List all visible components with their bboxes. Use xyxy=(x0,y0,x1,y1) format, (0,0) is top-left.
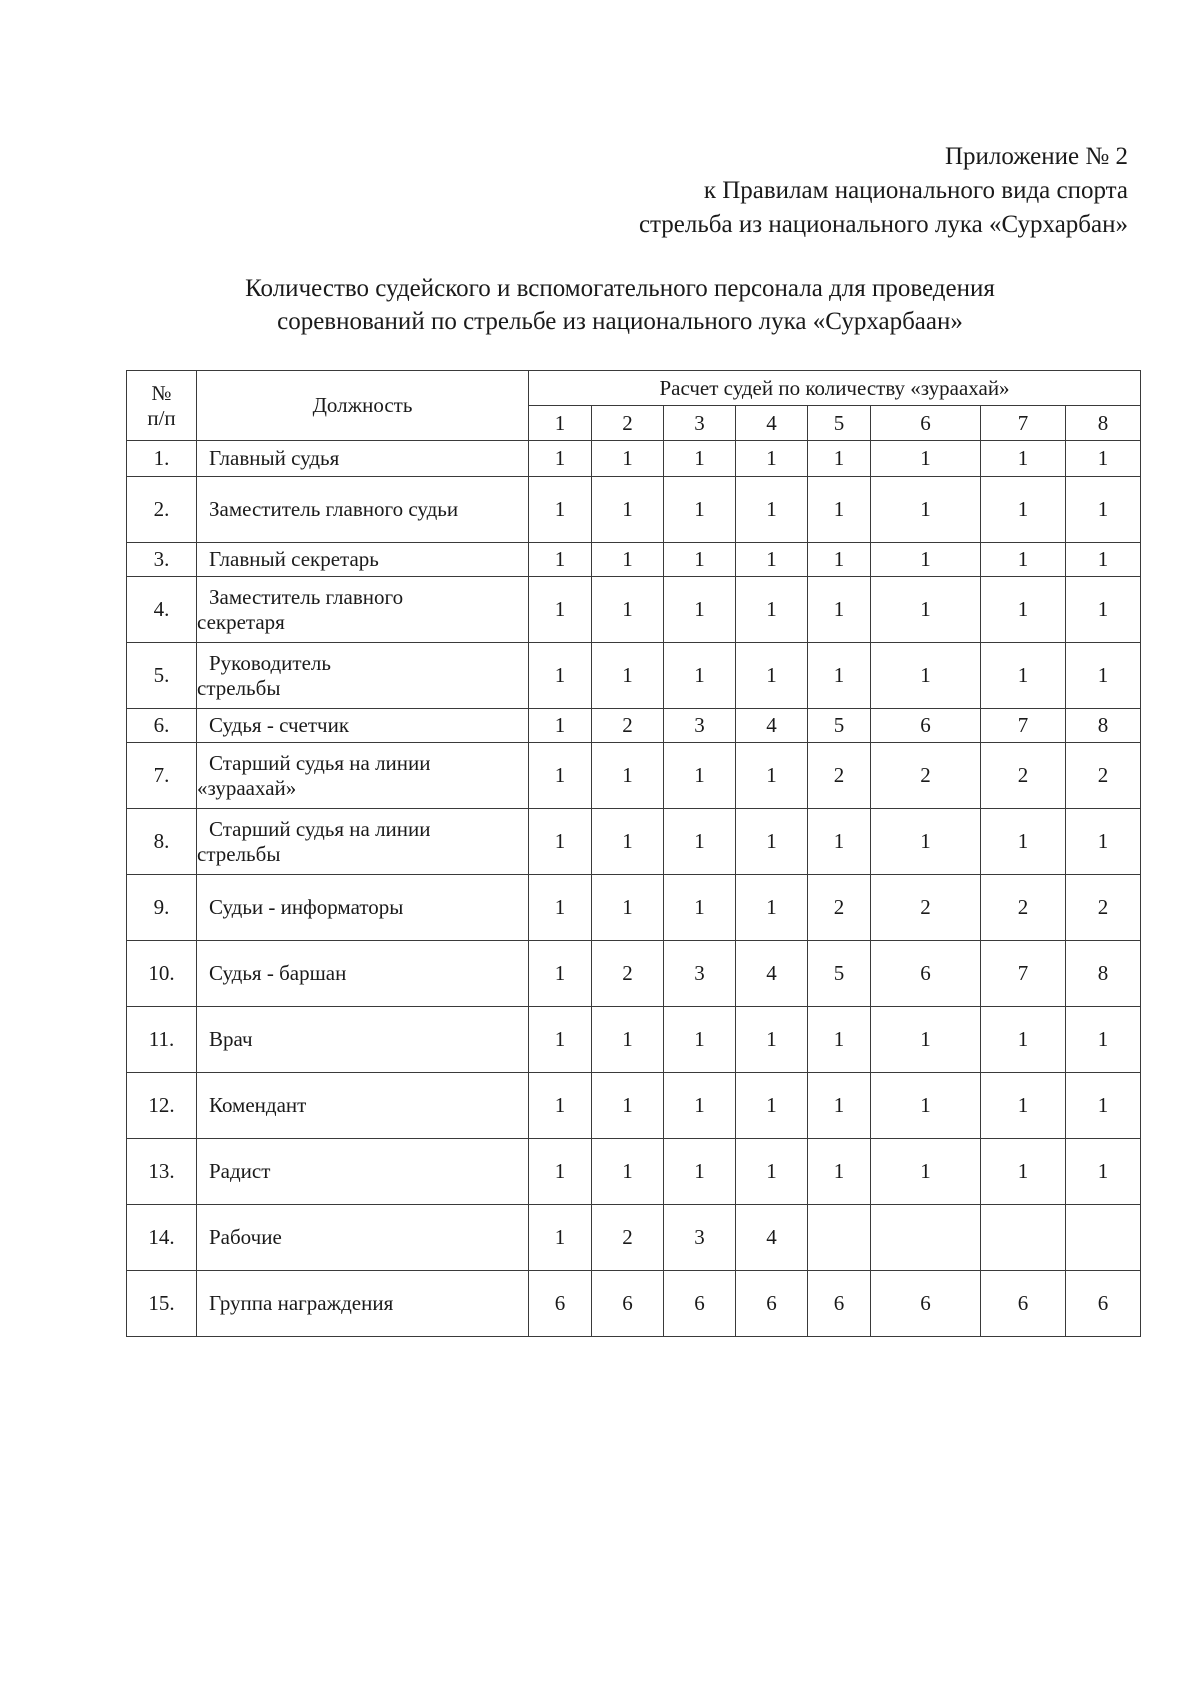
position-line-2: секретаря xyxy=(197,609,285,634)
table-row xyxy=(127,875,1141,941)
value-cell: 1 xyxy=(664,441,736,477)
value-cell: 1 xyxy=(808,441,871,477)
value-cell: 1 xyxy=(736,743,808,809)
value-cell xyxy=(981,1205,1066,1271)
value-cell: 1 xyxy=(808,577,871,643)
position-line-1: Заместитель главного xyxy=(209,584,404,609)
value-cell: 4 xyxy=(736,709,808,743)
header-column-7: 7 xyxy=(981,406,1066,441)
value-cell: 1 xyxy=(808,477,871,543)
row-number-cell: 3. xyxy=(127,543,197,577)
value-cell: 1 xyxy=(736,477,808,543)
value-cell: 1 xyxy=(592,809,664,875)
table-row xyxy=(127,1073,1141,1139)
row-number-cell: 9. xyxy=(127,875,197,941)
position-line-1: Главный секретарь xyxy=(209,547,379,571)
value-cell: 1 xyxy=(1066,643,1141,709)
value-cell: 6 xyxy=(1066,1271,1141,1337)
value-cell: 1 xyxy=(664,1073,736,1139)
value-cell: 2 xyxy=(592,1205,664,1271)
position-cell xyxy=(197,743,529,809)
position-cell xyxy=(197,577,529,643)
row-number-cell: 14. xyxy=(127,1205,197,1271)
value-cell: 3 xyxy=(664,941,736,1007)
value-cell: 1 xyxy=(1066,1139,1141,1205)
value-cell: 1 xyxy=(529,1139,592,1205)
value-cell: 1 xyxy=(592,1139,664,1205)
value-cell: 1 xyxy=(1066,477,1141,543)
header-column-8: 8 xyxy=(1066,406,1141,441)
header-position-cell: Должность xyxy=(197,371,529,441)
value-cell: 3 xyxy=(664,1205,736,1271)
value-cell: 1 xyxy=(1066,1073,1141,1139)
position-cell xyxy=(197,1073,529,1139)
position-line-1: Рабочие xyxy=(209,1225,282,1249)
document-title-line-2: соревнований по стрельбе из национального лука «Сурхарбаан» xyxy=(277,308,963,335)
row-number-cell: 15. xyxy=(127,1271,197,1337)
value-cell: 1 xyxy=(981,1139,1066,1205)
row-number-cell: 5. xyxy=(127,643,197,709)
value-cell: 2 xyxy=(808,875,871,941)
value-cell: 6 xyxy=(871,1271,981,1337)
position-line-1: Руководитель xyxy=(209,650,331,675)
value-cell: 1 xyxy=(981,543,1066,577)
value-cell: 1 xyxy=(736,577,808,643)
value-cell: 5 xyxy=(808,941,871,1007)
table-row xyxy=(127,477,1141,543)
value-cell: 1 xyxy=(808,1007,871,1073)
value-cell: 6 xyxy=(871,941,981,1007)
value-cell: 1 xyxy=(529,709,592,743)
position-line-1: Старший судья на линии xyxy=(209,816,431,841)
value-cell: 6 xyxy=(592,1271,664,1337)
row-number-cell: 6. xyxy=(127,709,197,743)
value-cell: 6 xyxy=(981,1271,1066,1337)
value-cell xyxy=(1066,1205,1141,1271)
value-cell: 1 xyxy=(529,577,592,643)
row-number-cell: 7. xyxy=(127,743,197,809)
value-cell: 1 xyxy=(1066,441,1141,477)
table-row xyxy=(127,1007,1141,1073)
value-cell: 1 xyxy=(529,1073,592,1139)
row-number-cell: 2. xyxy=(127,477,197,543)
value-cell: 1 xyxy=(664,577,736,643)
value-cell: 1 xyxy=(592,643,664,709)
table-row xyxy=(127,441,1141,477)
appendix-number: Приложение № 2 xyxy=(944,143,1128,170)
value-cell: 1 xyxy=(981,577,1066,643)
value-cell: 1 xyxy=(871,809,981,875)
value-cell: 1 xyxy=(808,809,871,875)
value-cell: 1 xyxy=(529,1007,592,1073)
value-cell: 1 xyxy=(1066,543,1141,577)
header-column-3: 3 xyxy=(664,406,736,441)
value-cell: 1 xyxy=(736,875,808,941)
value-cell: 1 xyxy=(871,1007,981,1073)
value-cell: 1 xyxy=(871,1139,981,1205)
value-cell: 1 xyxy=(664,477,736,543)
value-cell: 6 xyxy=(808,1271,871,1337)
header-column-1: 1 xyxy=(529,406,592,441)
position-line-2: «зураахай» xyxy=(197,775,297,800)
value-cell: 1 xyxy=(1066,1007,1141,1073)
position-line-1: Группа награждения xyxy=(209,1291,394,1315)
appendix-rules-reference: к Правилам национального вида спорта xyxy=(703,177,1128,204)
value-cell: 1 xyxy=(736,809,808,875)
value-cell: 1 xyxy=(664,643,736,709)
value-cell: 1 xyxy=(736,543,808,577)
row-number-cell: 11. xyxy=(127,1007,197,1073)
table-row xyxy=(127,743,1141,809)
value-cell: 1 xyxy=(664,743,736,809)
position-line-1: Радист xyxy=(209,1159,271,1183)
document-title xyxy=(120,272,1120,338)
table-row xyxy=(127,643,1141,709)
value-cell: 1 xyxy=(871,577,981,643)
position-line-1: Старший судья на линии xyxy=(209,750,431,775)
value-cell: 6 xyxy=(736,1271,808,1337)
value-cell: 1 xyxy=(808,643,871,709)
table-header-row-1 xyxy=(127,371,1141,406)
value-cell: 1 xyxy=(592,543,664,577)
table-row xyxy=(127,1139,1141,1205)
value-cell: 2 xyxy=(871,743,981,809)
position-line-1: Комендант xyxy=(209,1093,307,1117)
value-cell: 1 xyxy=(529,941,592,1007)
value-cell: 4 xyxy=(736,941,808,1007)
value-cell: 1 xyxy=(808,1073,871,1139)
appendix-reference xyxy=(639,140,1128,242)
header-column-5: 5 xyxy=(808,406,871,441)
position-cell xyxy=(197,709,529,743)
header-number-cell xyxy=(127,371,197,441)
header-column-4: 4 xyxy=(736,406,808,441)
position-cell xyxy=(197,1271,529,1337)
position-line-1: Главный судья xyxy=(209,446,340,470)
value-cell: 1 xyxy=(529,543,592,577)
value-cell: 1 xyxy=(871,643,981,709)
value-cell: 1 xyxy=(529,477,592,543)
value-cell: 1 xyxy=(736,643,808,709)
value-cell: 2 xyxy=(592,709,664,743)
position-line-1: Врач xyxy=(209,1027,253,1051)
value-cell: 1 xyxy=(736,1073,808,1139)
position-cell xyxy=(197,477,529,543)
value-cell: 4 xyxy=(736,1205,808,1271)
value-cell: 2 xyxy=(808,743,871,809)
row-number-cell: 4. xyxy=(127,577,197,643)
position-cell xyxy=(197,1007,529,1073)
value-cell: 1 xyxy=(529,809,592,875)
appendix-sport-name: стрельба из национального лука «Сурхарбан» xyxy=(638,211,1128,238)
table-row xyxy=(127,577,1141,643)
value-cell: 2 xyxy=(1066,875,1141,941)
position-cell xyxy=(197,1205,529,1271)
header-column-2: 2 xyxy=(592,406,664,441)
position-cell xyxy=(197,1139,529,1205)
position-line-1: Судья - счетчик xyxy=(209,713,350,737)
value-cell xyxy=(871,1205,981,1271)
value-cell: 1 xyxy=(664,1139,736,1205)
position-cell xyxy=(197,809,529,875)
value-cell: 1 xyxy=(592,577,664,643)
value-cell: 1 xyxy=(736,1007,808,1073)
table-row xyxy=(127,709,1141,743)
value-cell: 1 xyxy=(592,1073,664,1139)
value-cell: 1 xyxy=(1066,577,1141,643)
table-row xyxy=(127,809,1141,875)
value-cell: 1 xyxy=(592,477,664,543)
position-cell xyxy=(197,441,529,477)
value-cell: 1 xyxy=(871,1073,981,1139)
value-cell: 6 xyxy=(529,1271,592,1337)
value-cell: 5 xyxy=(808,709,871,743)
value-cell: 1 xyxy=(664,543,736,577)
value-cell: 1 xyxy=(664,875,736,941)
position-line-2: стрельбы xyxy=(197,841,281,866)
value-cell: 1 xyxy=(592,441,664,477)
value-cell: 6 xyxy=(664,1271,736,1337)
position-line-1: Заместитель главного судьи xyxy=(209,497,459,521)
staff-table-body xyxy=(127,371,1141,1337)
value-cell: 1 xyxy=(808,543,871,577)
table-row xyxy=(127,1205,1141,1271)
value-cell: 1 xyxy=(981,1073,1066,1139)
value-cell: 2 xyxy=(981,743,1066,809)
value-cell: 1 xyxy=(592,1007,664,1073)
position-cell xyxy=(197,941,529,1007)
value-cell: 1 xyxy=(981,643,1066,709)
value-cell xyxy=(808,1205,871,1271)
value-cell: 1 xyxy=(664,809,736,875)
value-cell: 1 xyxy=(871,543,981,577)
row-number-cell: 12. xyxy=(127,1073,197,1139)
row-number-cell: 10. xyxy=(127,941,197,1007)
value-cell: 1 xyxy=(664,1007,736,1073)
position-line-1: Судьи - информаторы xyxy=(209,895,404,919)
position-cell xyxy=(197,543,529,577)
value-cell: 1 xyxy=(871,477,981,543)
row-number-cell: 8. xyxy=(127,809,197,875)
position-line-1: Судья - баршан xyxy=(209,961,347,985)
value-cell: 3 xyxy=(664,709,736,743)
table-row xyxy=(127,543,1141,577)
header-group-cell: Расчет судей по количеству «зураахай» xyxy=(529,371,1141,406)
value-cell: 6 xyxy=(871,709,981,743)
value-cell: 1 xyxy=(736,441,808,477)
value-cell: 8 xyxy=(1066,941,1141,1007)
value-cell: 1 xyxy=(871,441,981,477)
header-column-6: 6 xyxy=(871,406,981,441)
position-cell xyxy=(197,875,529,941)
value-cell: 1 xyxy=(981,809,1066,875)
value-cell: 1 xyxy=(981,1007,1066,1073)
value-cell: 1 xyxy=(529,441,592,477)
value-cell: 2 xyxy=(1066,743,1141,809)
value-cell: 1 xyxy=(529,1205,592,1271)
staff-table xyxy=(126,370,1141,1337)
header-number-line-2: п/п xyxy=(147,405,176,430)
value-cell: 1 xyxy=(981,477,1066,543)
value-cell: 1 xyxy=(592,743,664,809)
value-cell: 1 xyxy=(981,441,1066,477)
row-number-cell: 1. xyxy=(127,441,197,477)
header-number-line-1: № xyxy=(151,380,172,405)
value-cell: 7 xyxy=(981,941,1066,1007)
value-cell: 1 xyxy=(529,875,592,941)
value-cell: 2 xyxy=(871,875,981,941)
value-cell: 2 xyxy=(981,875,1066,941)
row-number-cell: 13. xyxy=(127,1139,197,1205)
value-cell: 1 xyxy=(592,875,664,941)
value-cell: 1 xyxy=(808,1139,871,1205)
document-title-line-1: Количество судейского и вспомогательного персонала для проведения xyxy=(245,275,995,302)
value-cell: 1 xyxy=(529,743,592,809)
value-cell: 2 xyxy=(592,941,664,1007)
table-row xyxy=(127,941,1141,1007)
value-cell: 8 xyxy=(1066,709,1141,743)
value-cell: 1 xyxy=(1066,809,1141,875)
position-line-2: стрельбы xyxy=(197,675,281,700)
position-cell xyxy=(197,643,529,709)
value-cell: 7 xyxy=(981,709,1066,743)
table-row xyxy=(127,1271,1141,1337)
value-cell: 1 xyxy=(529,643,592,709)
value-cell: 1 xyxy=(736,1139,808,1205)
